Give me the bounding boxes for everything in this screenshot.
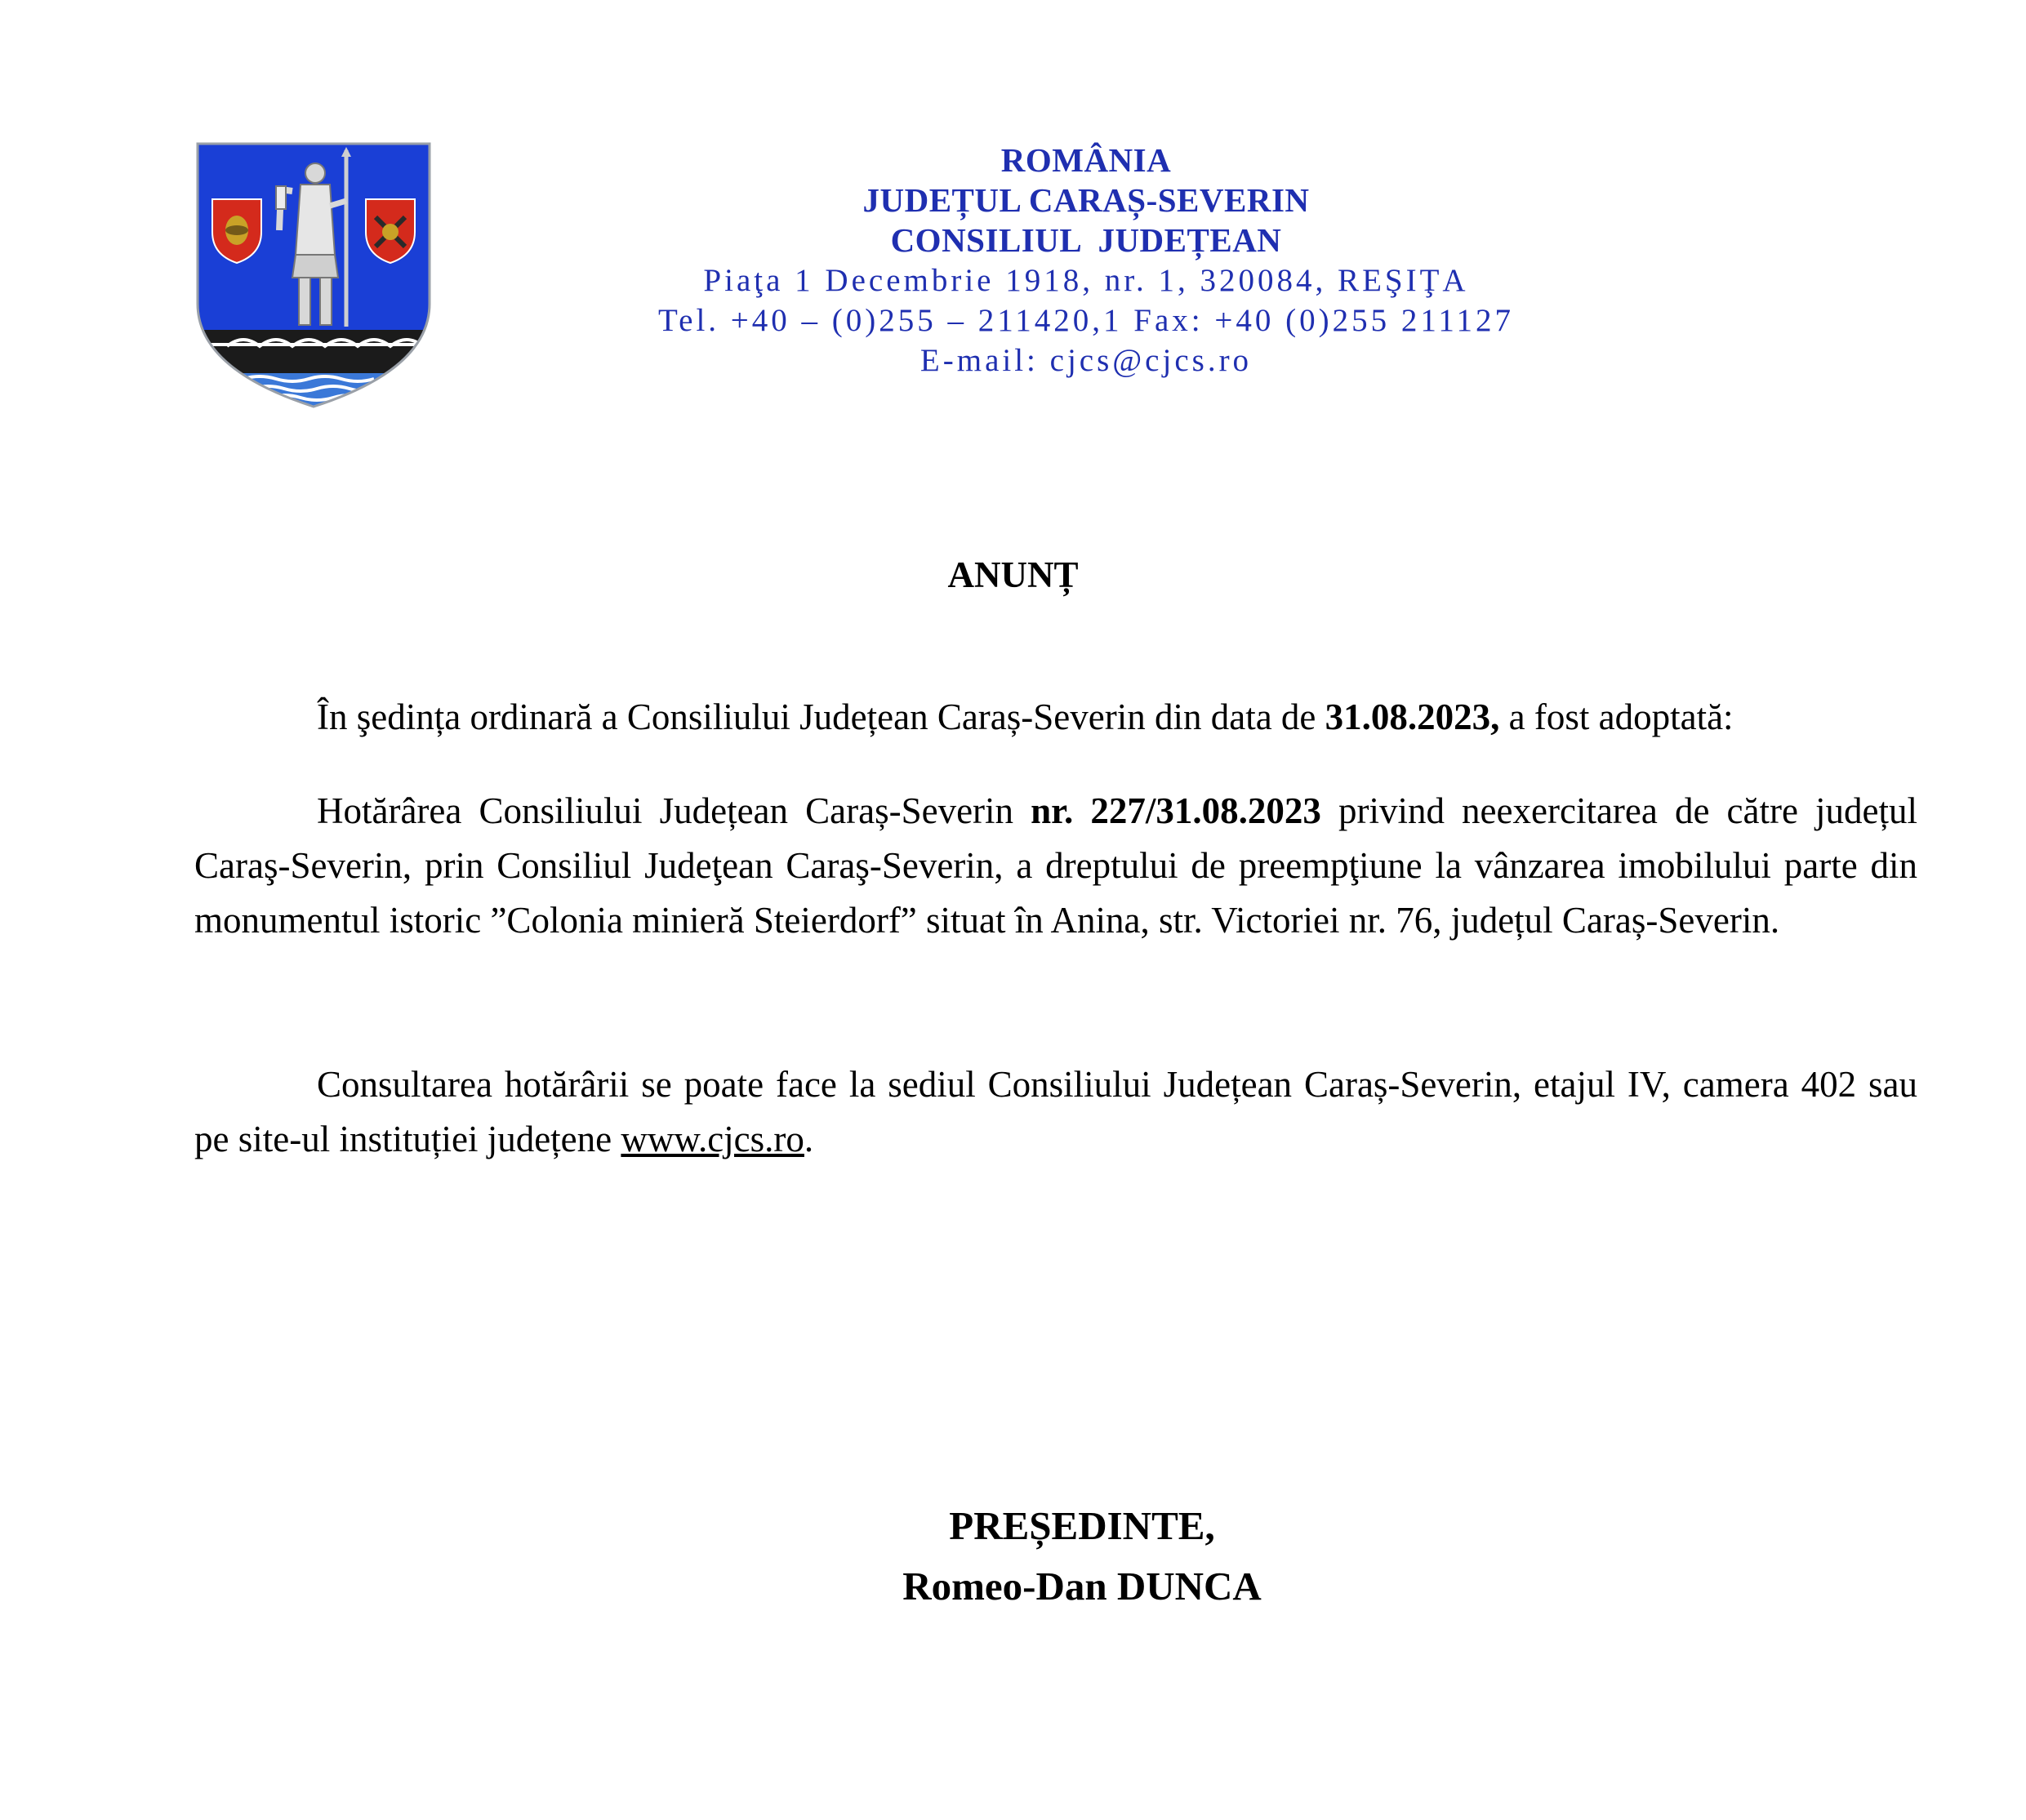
consultation-paragraph [194, 1057, 1917, 1167]
document-title: ANUNȚ [947, 554, 1079, 595]
intro-text: În şedința ordinară a Consiliului Județean Caraș-Severin din data de [317, 696, 1325, 737]
session-date: 31.08.2023, [1325, 696, 1500, 737]
county-coat-of-arms-icon [194, 140, 433, 410]
website-link[interactable]: www.cjcs.ro [621, 1119, 804, 1159]
decision-number: nr. 227/31.08.2023 [1031, 790, 1321, 831]
decision-text-end: privind neexercitarea de către județul Caraş-Severin, prin Consiliul Judeţean Caraş-Severin, a dreptului de preempţiune la vânzarea imobilului parte din monumentul istoric ”Colonia minieră Steierdorf” situat în Anina, str. Victoriei nr. 76, județul Caraș-Severin. [194, 790, 1918, 941]
decision-paragraph [194, 784, 1917, 948]
consultation-text: Consultarea hotărârii se poate face la sediul Consiliului Județean Caraș-Severin, etajul IV, camera 402 sau pe site-ul instituției județene [194, 1064, 1917, 1159]
council-name: CONSILIUL JUDEȚEAN [890, 221, 1282, 259]
consultation-text-end: . [804, 1119, 814, 1159]
county-name: JUDEȚUL CARAȘ-SEVERIN [862, 181, 1310, 219]
signatory-name: Romeo-Dan DUNCA [902, 1564, 1262, 1609]
letterhead [572, 140, 1601, 380]
phone-fax-line: Tel. +40 – (0)255 – 211420,1 Fax: +40 (0)255 211127 [658, 303, 1514, 338]
country-name: ROMÂNIA [1000, 141, 1172, 179]
address-line: Piaţa 1 Decembrie 1918, nr. 1, 320084, REŞIŢA [703, 263, 1469, 298]
intro-paragraph [194, 690, 1917, 745]
signatory-role: PREȘEDINTE, [949, 1503, 1215, 1548]
decision-text: Hotărârea Consiliului Județean Caraș-Severin [317, 790, 1031, 831]
email-line: E-mail: cjcs@cjcs.ro [919, 343, 1253, 378]
intro-text-end: a fost adoptată: [1499, 696, 1734, 737]
signature-block [0, 1496, 2026, 1617]
